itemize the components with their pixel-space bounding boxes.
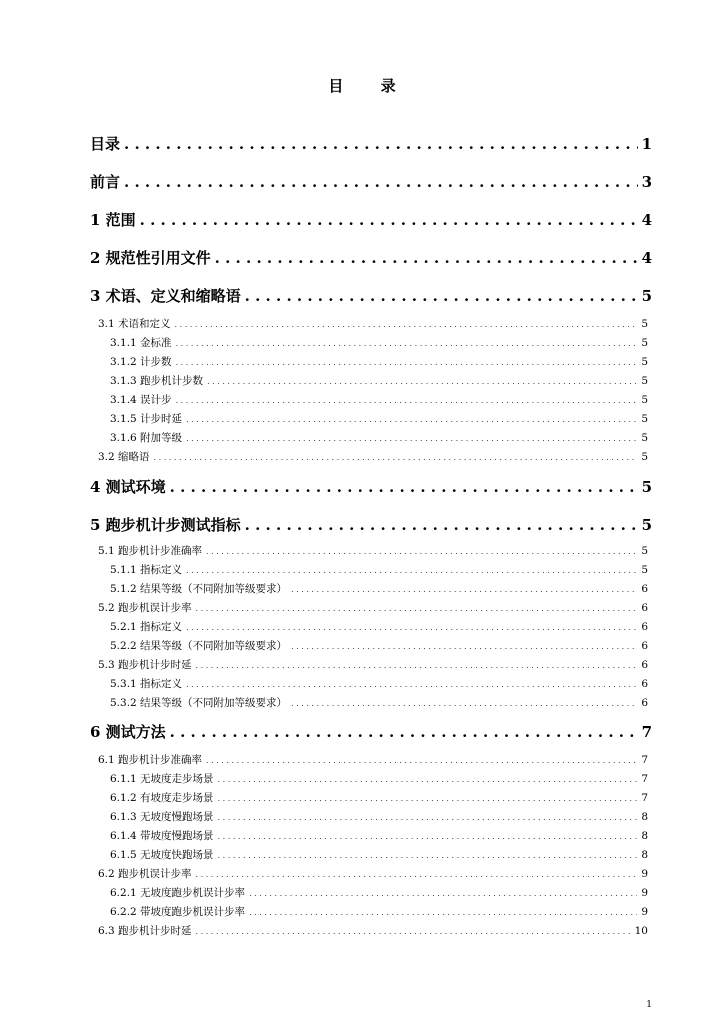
toc-entry-page: 5	[641, 318, 648, 330]
toc-entry[interactable]	[110, 354, 648, 369]
toc-entry[interactable]	[110, 847, 648, 862]
toc-entry[interactable]	[110, 619, 648, 634]
toc-entry-page: 3	[641, 173, 652, 191]
toc-entry[interactable]	[110, 809, 648, 824]
toc-entry-page: 1	[641, 135, 652, 153]
toc-entry-label: 3.1.6 附加等级	[110, 432, 183, 444]
toc-leader-dots	[249, 889, 637, 898]
toc-entry[interactable]	[110, 392, 648, 407]
toc-leader-dots	[249, 908, 637, 917]
toc-leader-dots	[140, 211, 638, 229]
toc-entry[interactable]	[90, 285, 652, 306]
toc-entry-label: 1 范围	[90, 211, 136, 229]
toc-entry-label: 目录	[90, 135, 121, 153]
toc-entry-label: 6.1 跑步机计步准确率	[98, 754, 203, 766]
toc-entry-page: 5	[641, 375, 648, 387]
toc-entry-page: 8	[641, 849, 648, 861]
toc-entry[interactable]	[98, 657, 648, 672]
toc-entry-page: 6	[641, 678, 648, 690]
toc-entry[interactable]	[98, 866, 648, 881]
toc-entry-label: 3.1.2 计步数	[110, 356, 172, 368]
toc-entry-page: 7	[641, 773, 648, 785]
toc-leader-dots	[154, 453, 638, 462]
toc-leader-dots	[196, 927, 631, 936]
toc-leader-dots	[206, 756, 637, 765]
toc-leader-dots	[218, 794, 638, 803]
toc-entry-page: 7	[641, 792, 648, 804]
toc-entry-label: 6.2.1 无坡度跑步机误计步率	[110, 887, 246, 899]
toc-entry[interactable]	[110, 581, 648, 596]
toc-entry-page: 8	[641, 830, 648, 842]
toc-entry-label: 5.2.1 指标定义	[110, 621, 183, 633]
toc-entry-page: 5	[641, 564, 648, 576]
toc-entry[interactable]	[90, 133, 652, 154]
toc-leader-dots	[196, 661, 638, 670]
toc-entry[interactable]	[90, 514, 652, 535]
toc-entry[interactable]	[110, 676, 648, 691]
toc-entry-label: 前言	[90, 173, 121, 191]
toc-entry-page: 8	[641, 811, 648, 823]
toc-leader-dots	[176, 339, 638, 348]
toc-entry[interactable]	[90, 171, 652, 192]
toc-entry-page: 5	[641, 432, 648, 444]
toc-leader-dots	[215, 249, 638, 267]
toc-entry[interactable]	[110, 904, 648, 919]
toc-entry-page: 5	[641, 516, 652, 534]
toc-entry[interactable]	[90, 247, 652, 268]
toc-entry[interactable]	[90, 721, 652, 742]
toc-entry[interactable]	[110, 562, 648, 577]
toc-entry-label: 3.1.4 误计步	[110, 394, 172, 406]
toc-entry-label: 5.3.2 结果等级（不同附加等级要求）	[110, 697, 288, 709]
toc-entry-page: 5	[641, 337, 648, 349]
toc-entry-label: 5.3 跑步机计步时延	[98, 659, 192, 671]
toc-entry-label: 3.1.1 金标准	[110, 337, 172, 349]
toc-entry[interactable]	[110, 771, 648, 786]
toc-entry-page: 5	[641, 413, 648, 425]
toc-entry-label: 6.2.2 带坡度跑步机误计步率	[110, 906, 246, 918]
toc-entry-page: 6	[641, 621, 648, 633]
toc-entry-label: 6.1.3 无坡度慢跑场景	[110, 811, 214, 823]
toc-entry-page: 4	[641, 211, 652, 229]
toc-entry-label: 6.1.4 带坡度慢跑场景	[110, 830, 214, 842]
toc-leader-dots	[291, 642, 637, 651]
toc-entry[interactable]	[98, 543, 648, 558]
toc-entry[interactable]	[110, 638, 648, 653]
toc-entry-label: 6.1.1 无坡度走步场景	[110, 773, 214, 785]
toc-entry-page: 9	[641, 906, 648, 918]
toc-entry-label: 5.1 跑步机计步准确率	[98, 545, 203, 557]
toc-entry-label: 6.1.5 无坡度快跑场景	[110, 849, 214, 861]
toc-entry-page: 6	[641, 583, 648, 595]
toc-entry-page: 5	[641, 451, 648, 463]
toc-leader-dots	[218, 832, 638, 841]
toc-leader-dots	[218, 851, 638, 860]
toc-leader-dots	[186, 623, 637, 632]
toc-entry-label: 5.2.2 结果等级（不同附加等级要求）	[110, 640, 288, 652]
toc-entry[interactable]	[110, 335, 648, 350]
toc-entry-label: 4 测试环境	[90, 478, 166, 496]
toc-entry-page: 6	[641, 697, 648, 709]
toc-entry-page: 6	[641, 602, 648, 614]
toc-leader-dots	[170, 478, 638, 496]
toc-entry-label: 5.1.2 结果等级（不同附加等级要求）	[110, 583, 288, 595]
toc-entry[interactable]	[110, 430, 648, 445]
toc-leader-dots	[207, 377, 637, 386]
toc-leader-dots	[176, 358, 638, 367]
toc-entry[interactable]	[90, 476, 652, 497]
toc-entry-label: 6 测试方法	[90, 723, 166, 741]
toc-entry-label: 5.2 跑步机误计步率	[98, 602, 192, 614]
toc-entry-label: 6.3 跑步机计步时延	[98, 925, 192, 937]
toc-entry-page: 5	[641, 545, 648, 557]
toc-leader-dots	[124, 173, 638, 191]
toc-entry-label: 2 规范性引用文件	[90, 249, 211, 267]
toc-entry-page: 5	[641, 478, 652, 496]
toc-entry[interactable]	[110, 695, 648, 710]
toc-entry-label: 5.1.1 指标定义	[110, 564, 183, 576]
toc-leader-dots	[186, 434, 637, 443]
toc-leader-dots	[186, 680, 637, 689]
page-number: 1	[646, 1000, 652, 1010]
toc-entry[interactable]	[90, 209, 652, 230]
toc-entry-label: 3.1.3 跑步机计步数	[110, 375, 204, 387]
toc-entry-label: 5 跑步机计步测试指标	[90, 516, 241, 534]
toc-entry-label: 5.3.1 指标定义	[110, 678, 183, 690]
toc-leader-dots	[186, 566, 637, 575]
toc-entry-label: 3.1.5 计步时延	[110, 413, 183, 425]
toc-entry-page: 9	[641, 887, 648, 899]
toc-entry-label: 3.2 缩略语	[98, 451, 150, 463]
toc-entry[interactable]	[110, 790, 648, 805]
toc-entry[interactable]	[98, 600, 648, 615]
toc-entry[interactable]	[98, 923, 648, 938]
toc-leader-dots	[291, 585, 637, 594]
toc-entry[interactable]	[98, 752, 648, 767]
toc-leader-dots	[196, 604, 638, 613]
toc-leader-dots	[245, 287, 638, 305]
toc-leader-dots	[186, 415, 637, 424]
toc-entry-page: 7	[641, 754, 648, 766]
toc-leader-dots	[170, 723, 638, 741]
toc-entry-label: 6.1.2 有坡度走步场景	[110, 792, 214, 804]
toc-entry-page: 10	[634, 925, 648, 937]
toc-entry[interactable]	[98, 316, 648, 331]
toc-entry-page: 6	[641, 659, 648, 671]
toc-entry[interactable]	[110, 373, 648, 388]
toc-entry[interactable]	[110, 411, 648, 426]
toc-entry-page: 7	[641, 723, 652, 741]
toc-leader-dots	[124, 135, 638, 153]
toc-entry-page: 9	[641, 868, 648, 880]
toc-leader-dots	[176, 396, 638, 405]
toc-entry-page: 5	[641, 356, 648, 368]
toc-leader-dots	[245, 516, 638, 534]
toc-entry-page: 5	[641, 287, 652, 305]
toc-leader-dots	[175, 320, 638, 329]
toc-leader-dots	[206, 547, 637, 556]
toc-entry-page: 5	[641, 394, 648, 406]
page-title: 目 录	[328, 77, 412, 95]
toc-entry-page: 4	[641, 249, 652, 267]
toc-entry-page: 6	[641, 640, 648, 652]
toc-entry[interactable]	[110, 828, 648, 843]
toc-entry-label: 3 术语、定义和缩略语	[90, 287, 241, 305]
toc-leader-dots	[218, 813, 638, 822]
toc-entry[interactable]	[98, 449, 648, 464]
toc-entry-label: 6.2 跑步机误计步率	[98, 868, 192, 880]
toc-entry[interactable]	[110, 885, 648, 900]
toc-entry-label: 3.1 术语和定义	[98, 318, 171, 330]
toc-leader-dots	[196, 870, 638, 879]
toc-leader-dots	[218, 775, 638, 784]
toc-leader-dots	[291, 699, 637, 708]
